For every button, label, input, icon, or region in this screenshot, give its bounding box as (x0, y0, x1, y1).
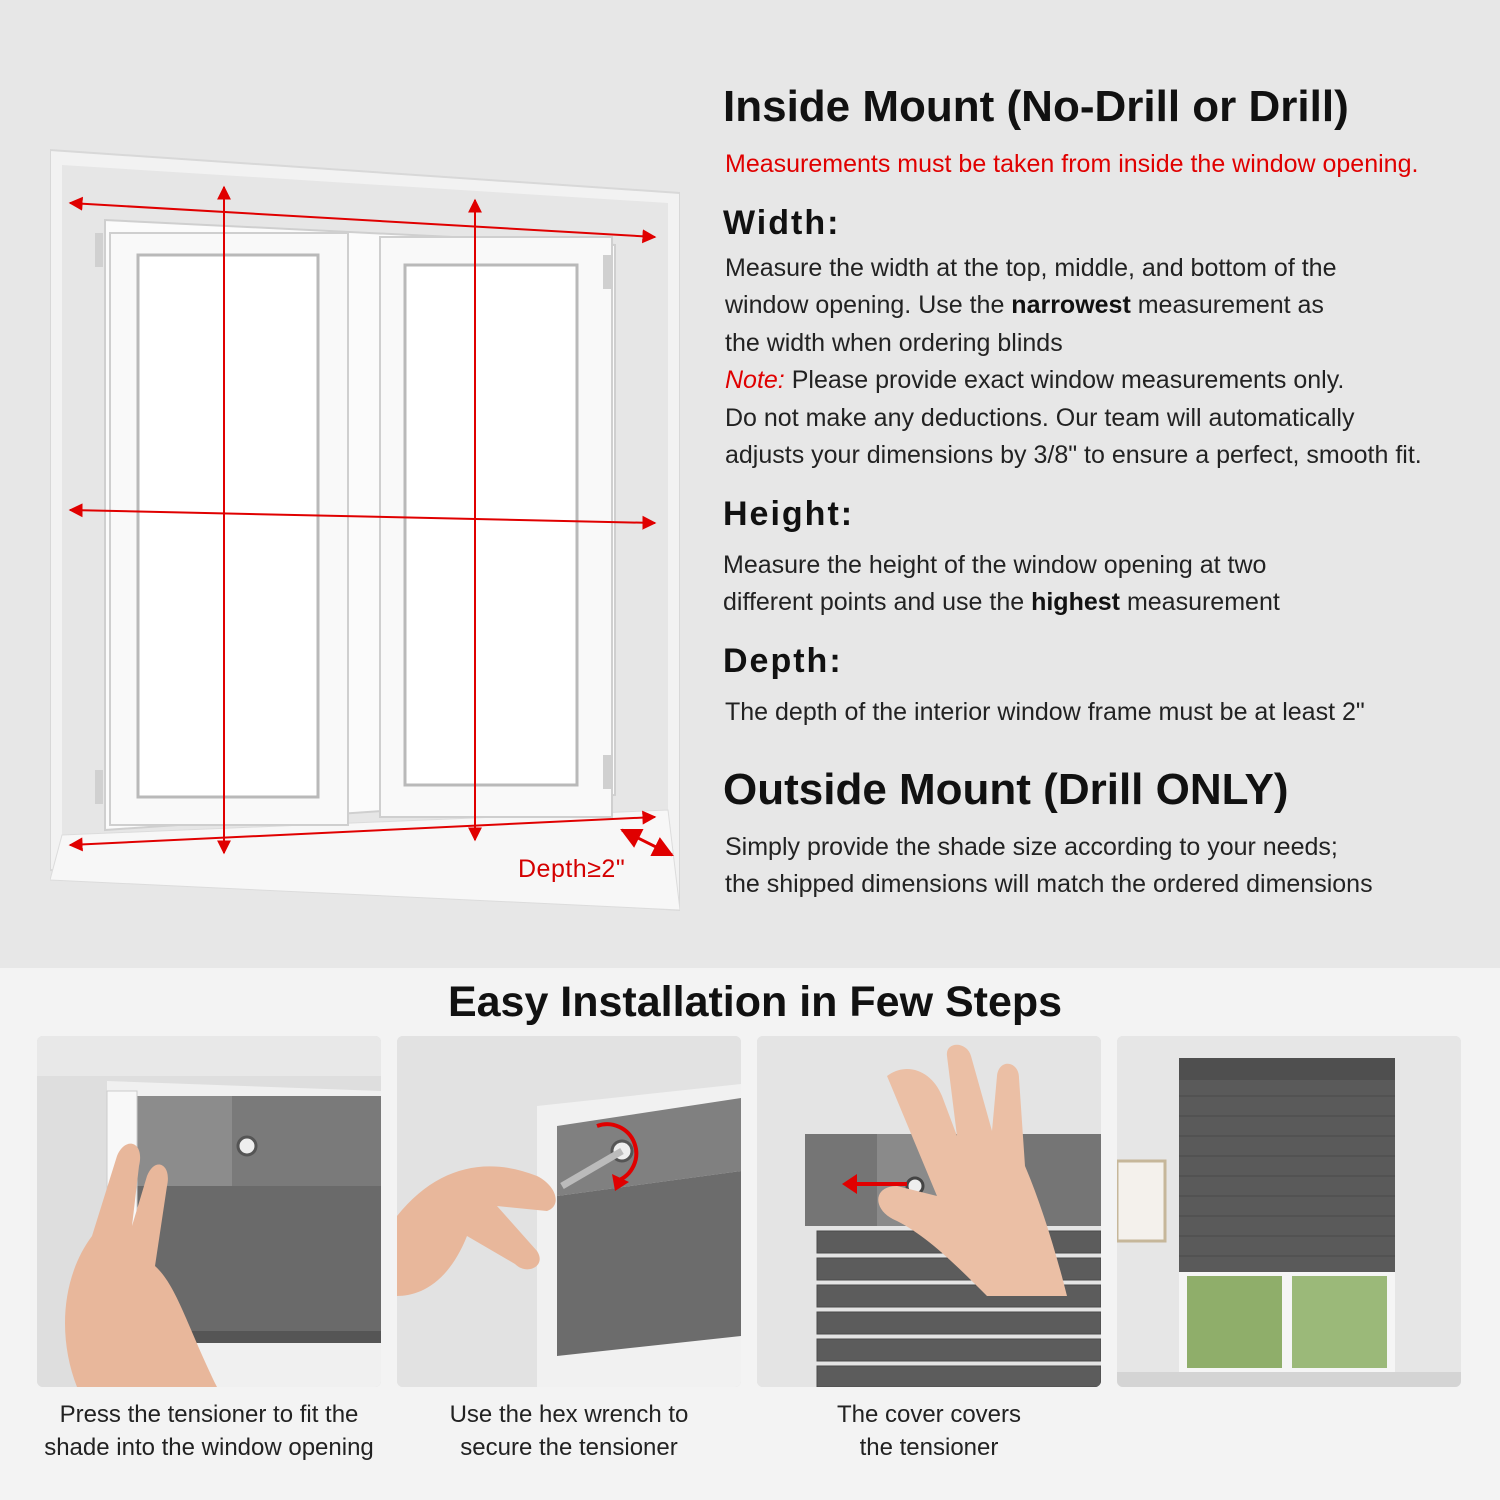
width-line-2: window opening. Use the narrowest measurement as (725, 291, 1324, 319)
height-heading: Height: (723, 495, 855, 533)
depth-label: Depth≥2" (518, 855, 626, 883)
note-line-1: Note: Please provide exact window measurements only. (725, 366, 1345, 394)
outside-mount-title: Outside Mount (Drill ONLY) (723, 765, 1289, 814)
step-3-caption: The cover covers the tensioner (836, 1401, 1022, 1461)
measurement-warning: Measurements must be taken from inside the window opening. (725, 150, 1419, 178)
step-4-result-photo (1117, 1036, 1461, 1387)
width-line-1: Measure the width at the top, middle, and bottom of the (725, 254, 1337, 282)
height-line-2: different points and use the highest measurement (723, 588, 1280, 616)
depth-heading: Depth: (723, 642, 843, 680)
step-3-photo (757, 1036, 1101, 1387)
note-line-3: adjusts your dimensions by 3/8" to ensure a perfect, smooth fit. (725, 441, 1422, 469)
window-measurement-diagram (50, 145, 680, 915)
step-2-caption: Use the hex wrench to secure the tensioner (449, 1401, 689, 1461)
depth-line-1: The depth of the interior window frame must be at least 2" (725, 698, 1365, 726)
narrowest-emphasis: narrowest (1011, 291, 1131, 319)
highest-emphasis: highest (1031, 588, 1120, 616)
note-line-2: Do not make any deductions. Our team will automatically (725, 404, 1355, 432)
step-1-caption: Press the tensioner to fit the shade into the window opening (44, 1401, 374, 1461)
height-line-1: Measure the height of the window opening at two (723, 551, 1267, 579)
outside-line-1: Simply provide the shade size according to your needs; (725, 833, 1338, 861)
installation-title: Easy Installation in Few Steps (447, 978, 1063, 1026)
note-label: Note: (725, 366, 785, 394)
inside-mount-title: Inside Mount (No-Drill or Drill) (723, 82, 1349, 131)
outside-line-2: the shipped dimensions will match the ordered dimensions (725, 870, 1373, 898)
width-heading: Width: (723, 204, 841, 242)
step-2-photo (397, 1036, 741, 1387)
width-line-3: the width when ordering blinds (725, 329, 1063, 357)
step-1-photo (37, 1036, 381, 1387)
